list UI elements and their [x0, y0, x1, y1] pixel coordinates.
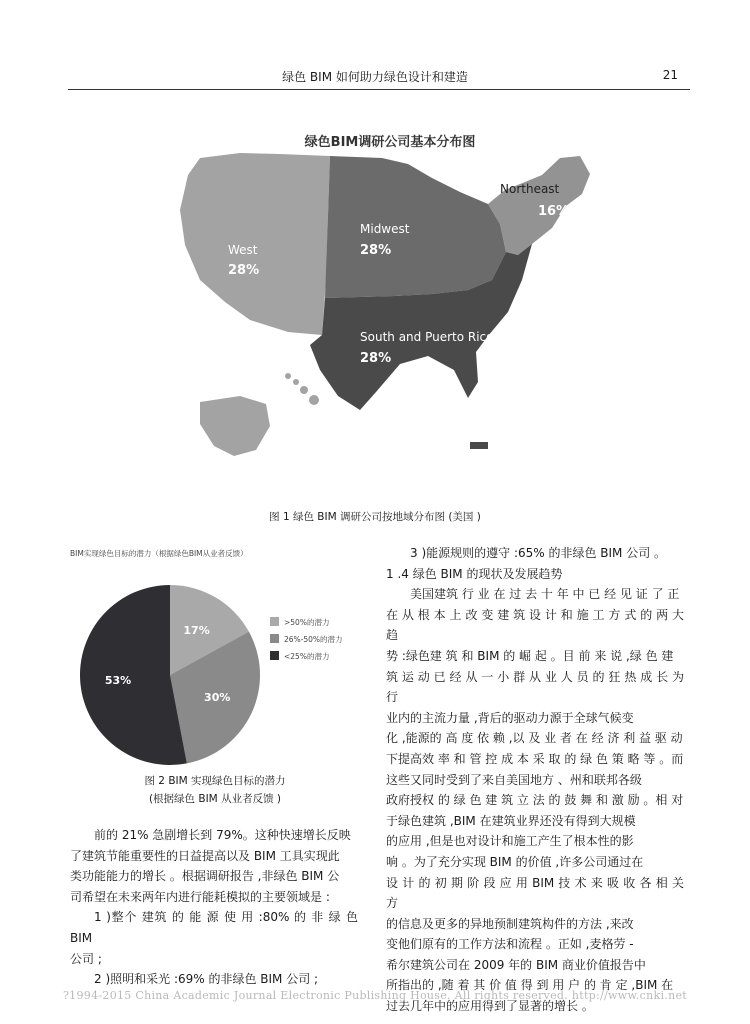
right-column-text [386, 543, 684, 1017]
legend-swatch [270, 651, 279, 660]
region-midwest [325, 156, 506, 298]
left-column-text [70, 825, 358, 990]
text-line: 希尔建筑公司在 2009 年的 BIM 商业价值报告中 [386, 957, 646, 972]
pie-slice-label: 17% [183, 624, 210, 638]
figure-1-map [170, 120, 610, 485]
text-line: 势 :绿色建 筑 和 BIM 的 崛 起 。目 前 来 说 ,绿 色 建 [386, 648, 674, 663]
text-line: 类功能能力的增长 。根据调研报告 ,非绿色 BIM 公 [70, 869, 340, 884]
text-line: 政府授权 的 绿 色 建 筑 立 法 的 鼓 舞 和 激 励 。相 对 [386, 793, 684, 808]
text-line: 这些又同时受到了来自美国地方 、州和联邦各级 [386, 772, 642, 787]
section-body [386, 584, 684, 1016]
region-alaska [200, 396, 270, 456]
header-rule [68, 89, 690, 90]
text-line: 1 )整个 建筑 的 能 源 使 用 :80% 的 非 绿 色 BIM [70, 910, 358, 945]
legend-label: >50%的潜力 [284, 618, 330, 627]
label-midwest-name: Midwest [360, 222, 410, 236]
legend-label: <25%的潜力 [284, 652, 330, 661]
running-header-title: 绿色 BIM 如何助力绿色设计和建造 [282, 70, 468, 84]
footer-copyright: ?1994-2015 China Academic Journal Electronic Publishing House. All rights reserved. http://www.cnki.net [62, 989, 687, 1002]
text-line: 下提高效 率 和 管 控 成 本 采 取 的 绿 色 策 略 等 。而 [386, 751, 684, 766]
figure-2-chart-title: BIM实现绿色目标的潜力（根据绿色BIM从业者反馈） [70, 549, 248, 558]
pie-chart-svg [70, 580, 360, 770]
text-line: 化 ,能源的 高 度 依 赖 ,以 及 业 者 在 经 济 利 益 驱 动 [386, 731, 683, 746]
section-heading: 1 .4 绿色 BIM 的现状及发展趋势 [386, 566, 563, 581]
figure-2-pie-chart [70, 580, 360, 770]
text-line: 前的 21% 急剧增长到 79%。这种快速增长反映 [94, 828, 351, 842]
legend-swatch [270, 634, 279, 643]
text-line: 2 )照明和采光 :69% 的非绿色 BIM 公司 ; [94, 972, 319, 987]
text-line: 公司 ; [70, 951, 102, 966]
figure-2-caption-line2: (根据绿色 BIM 从业者反馈 ) [148, 793, 282, 805]
pie-slice-label: 30% [204, 691, 231, 705]
text-line: 在 从 根 本 上 改 变 建 筑 设 计 和 施 工 方 式 的 两 大 趋 [386, 607, 684, 643]
text-line: 筑 运 动 已 经 从 一 小 群 从 业 人 员 的 狂 热 成 长 为 行 [386, 669, 684, 705]
legend-label: 26%-50%的潜力 [284, 635, 343, 644]
us-region-map [170, 120, 610, 485]
page-number: 21 [662, 68, 678, 82]
region-puerto-rico [470, 442, 488, 449]
map-title: 绿色BIM调研公司基本分布图 [304, 135, 476, 150]
list-item-3: 3 )能源规则的遵守 :65% 的非绿色 BIM 公司 。 [410, 546, 667, 560]
label-northeast-name: Northeast [500, 182, 560, 196]
text-line: 响 。为了充分实现 BIM 的价值 ,许多公司通过在 [386, 854, 644, 869]
pie-slice-label: 53% [104, 673, 132, 687]
text-line: 过去几年中的应用得到了显著的增长 。 [386, 999, 594, 1014]
figure-1-caption: 图 1 绿色 BIM 调研公司按地域分布图 (美国 ) [269, 511, 481, 523]
text-line: 设 计 的 初 期 阶 段 应 用 BIM 技 术 来 吸 收 各 相 关 方 [386, 875, 684, 911]
text-line: 所指出的 ,随 着 其 价 值 得 到 用 户 的 肯 定 ,BIM 在 [386, 978, 674, 993]
label-west-name: West [228, 243, 258, 257]
text-line: 变他们原有的工作方法和流程 。正如 ,麦格劳 - [386, 937, 634, 952]
text-line: 于绿色建筑 ,BIM 在建筑业界还没有得到大规模 [386, 813, 636, 828]
text-line: 了建筑节能重要性的日益提高以及 BIM 工具实现此 [70, 848, 340, 863]
text-line: 司希望在未来两年内进行能耗模拟的主要领域是 : [70, 889, 330, 904]
label-south-value: 28% [360, 351, 392, 366]
label-northeast-value: 16% [538, 204, 570, 219]
text-line: 的信息及更多的异地预制建筑构件的方法 ,来改 [386, 916, 634, 931]
text-line: 美国建筑 行 业 在 过 去 十 年 中 已 经 见 证 了 正 [410, 587, 680, 602]
text-line: 的应用 ,但是也对设计和施工产生了根本性的影 [386, 834, 634, 849]
label-south-name: South and Puerto Rico [360, 330, 494, 344]
label-west-value: 28% [228, 263, 260, 278]
figure-2-caption-line1: 图 2 BIM 实现绿色目标的潜力 [144, 775, 286, 787]
legend-swatch [270, 617, 279, 626]
text-line: 业内的主流力量 ,背后的驱动力源于全球气候变 [386, 710, 634, 725]
region-hawaii [285, 373, 319, 405]
label-midwest-value: 28% [360, 243, 392, 258]
